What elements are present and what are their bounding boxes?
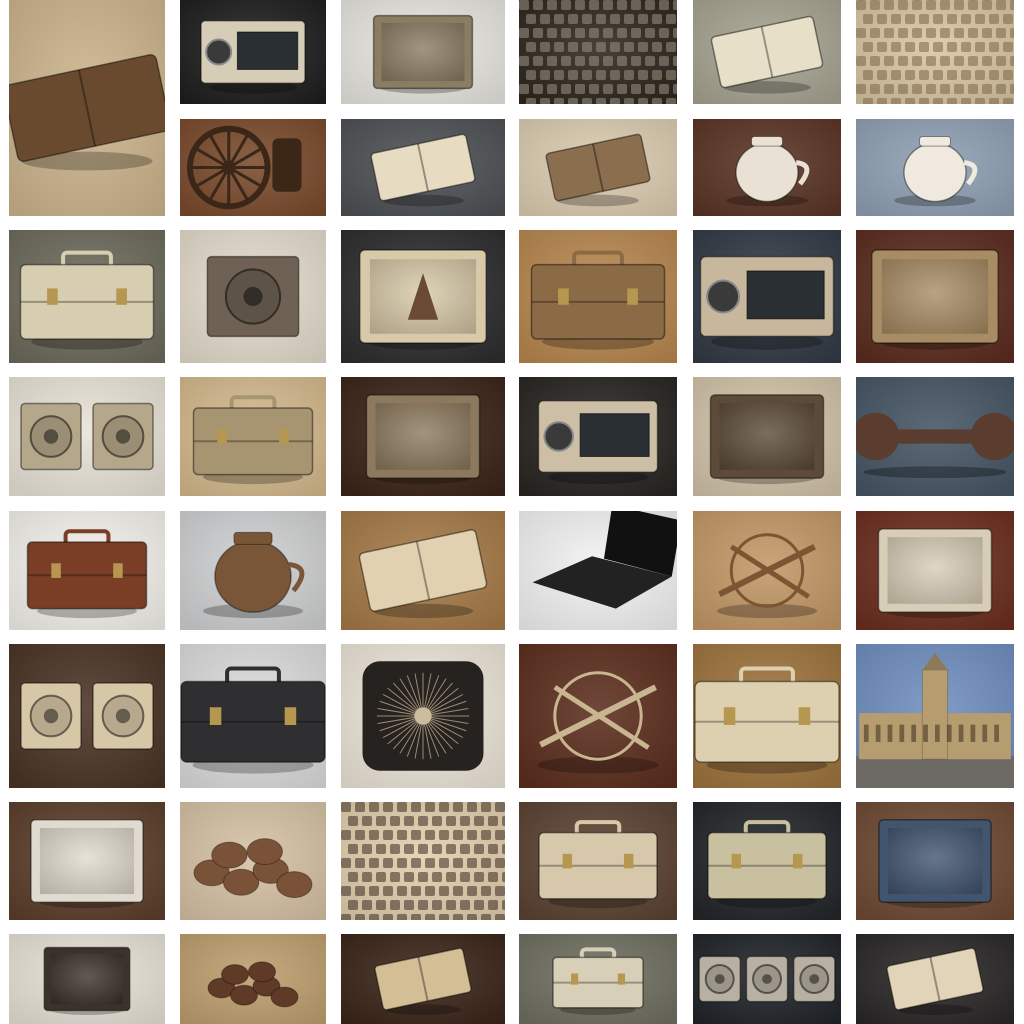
photo-tile-ornate-tile[interactable] [693,377,841,496]
photo-tile-wall-plaque[interactable] [341,377,505,496]
photo-tile-lock-box-with-coins[interactable] [519,934,677,1024]
photo-tile-leather-case[interactable] [519,230,677,363]
photo-tile-old-book[interactable] [693,0,841,104]
photo-tile-engraved-panels[interactable] [856,511,1014,630]
photo-tile-bronze-lamp[interactable] [180,511,326,630]
photo-tile-laptop[interactable] [519,511,677,630]
photo-tile-parchment-pyramid[interactable] [341,230,505,363]
photo-tile-patterned-ribbon[interactable] [341,802,505,920]
photo-tile-stacked-boxes[interactable] [519,119,677,216]
photo-tile-decorative-dish[interactable] [341,644,505,788]
photo-tile-retro-cameras[interactable] [693,230,841,363]
photo-tile-ornate-books[interactable] [341,511,505,630]
photo-tile-electronic-device[interactable] [519,377,677,496]
photo-tile-cobblestone-texture[interactable] [519,0,677,104]
photo-tile-ornate-panel[interactable] [9,934,165,1024]
photo-tile-blue-frame[interactable] [856,802,1014,920]
photo-tile-three-gauges[interactable] [693,934,841,1024]
photo-tile-armillary-tool[interactable] [519,644,677,788]
photo-tile-leather-briefcase[interactable] [9,511,165,630]
photo-tile-script-texture[interactable] [856,0,1014,104]
photo-tile-canvas-suitcase[interactable] [180,377,326,496]
photo-tile-vintage-camera[interactable] [180,0,326,104]
photo-tile-vintage-trunk[interactable] [693,644,841,788]
photo-tile-ceramic-teapot[interactable] [856,119,1014,216]
photo-tile-spheres-and-tools[interactable] [180,934,326,1024]
photo-tile-microscope-with-books[interactable] [9,0,165,216]
photo-tile-wall-mounted-frame[interactable] [9,802,165,920]
photo-tile-palace-building[interactable] [856,644,1014,788]
photo-tile-small-suitcase[interactable] [519,802,677,920]
photo-tile-open-notebook[interactable] [341,119,505,216]
photo-tile-nuts-pile[interactable] [180,802,326,920]
photo-tile-stone-tablet[interactable] [341,0,505,104]
photo-tile-empty-frame[interactable] [856,230,1014,363]
photo-tile-folded-paper[interactable] [856,934,1014,1024]
photo-tile-clock-and-vase[interactable] [180,230,326,363]
photo-tile-chrome-case[interactable] [693,802,841,920]
photo-tile-brass-tools[interactable] [693,511,841,630]
photo-tile-gauge-boxes[interactable] [9,644,165,788]
photo-tile-metal-suitcase[interactable] [9,230,165,363]
photo-tile-old-journal[interactable] [341,934,505,1024]
photo-tile-dumbbell[interactable] [856,377,1014,496]
photo-tile-tea-set[interactable] [693,119,841,216]
photo-tile-twin-clocks[interactable] [9,377,165,496]
photo-tile-wooden-cart-wheel[interactable] [180,119,326,216]
photo-tile-dark-briefcase[interactable] [180,644,326,788]
